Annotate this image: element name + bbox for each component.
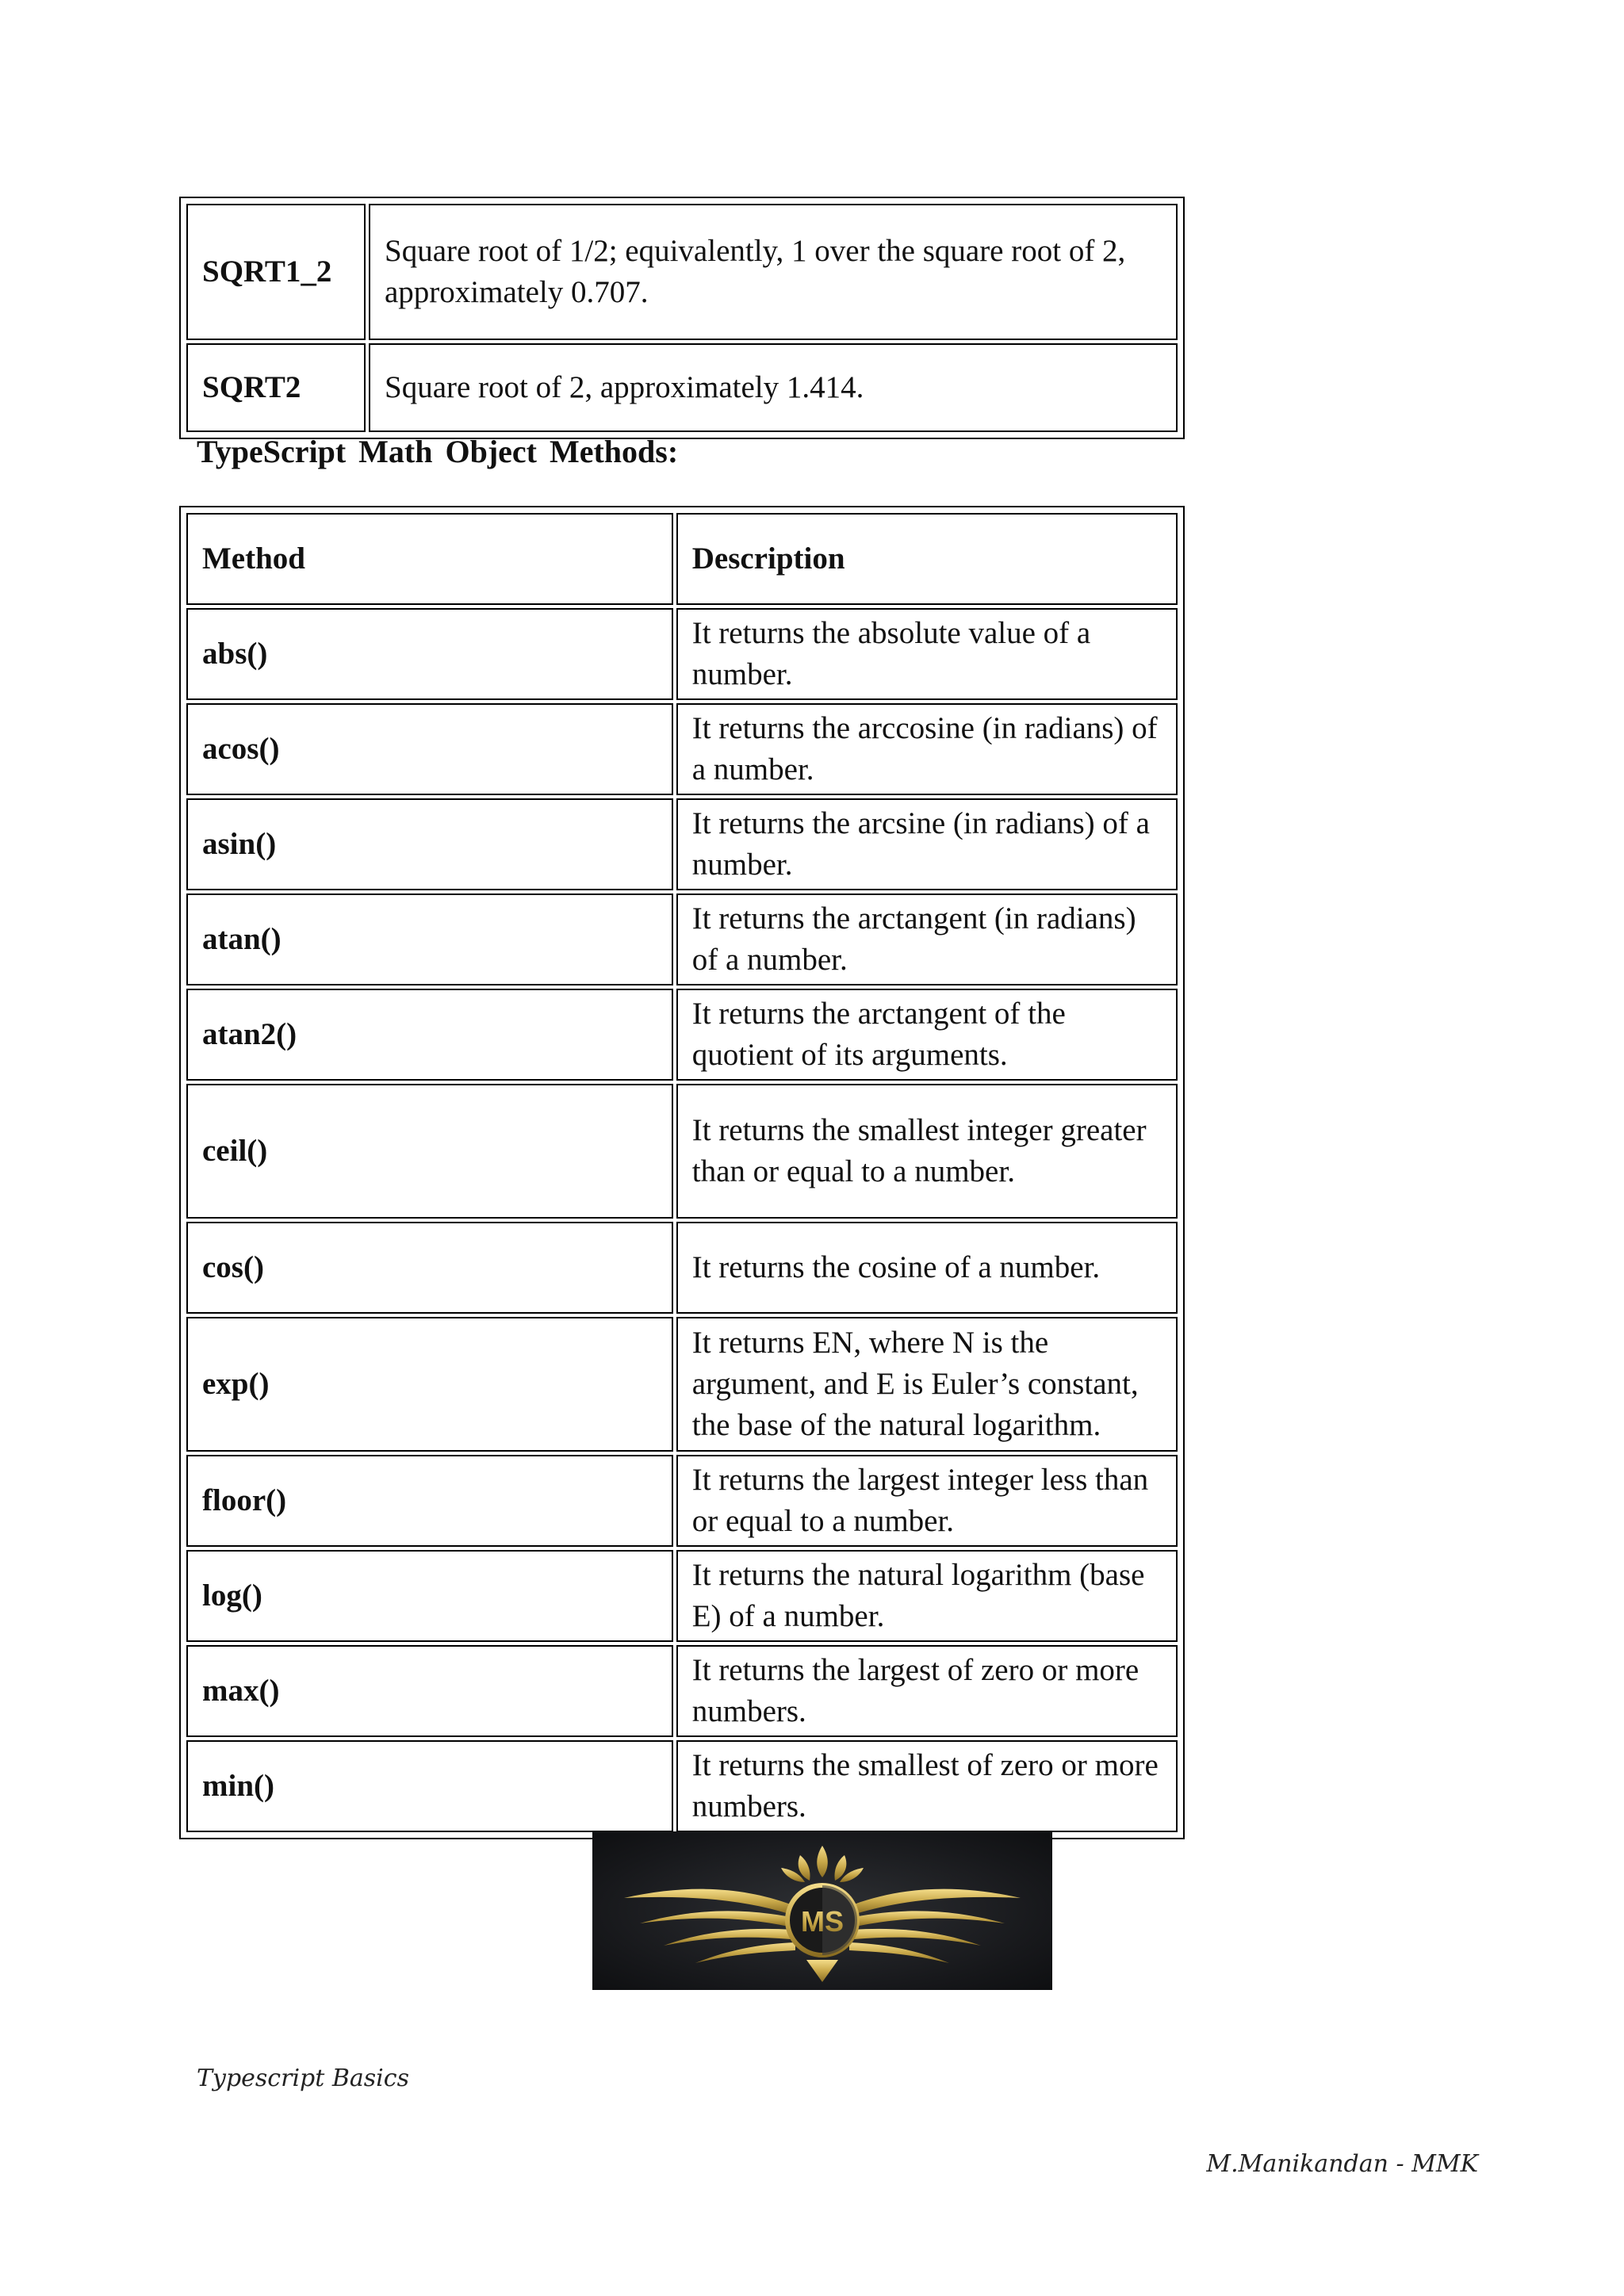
table-row (186, 204, 1178, 340)
table-row (186, 1645, 1178, 1737)
method-name: min() (186, 1740, 673, 1832)
constant-description: Square root of 1/2; equivalently, 1 over the square root of 2, approximately 0.707. (369, 204, 1178, 340)
footer-author: M.Manikandan - MMK (1206, 2150, 1478, 2178)
column-header-description: Description (676, 513, 1178, 605)
table-row (186, 1550, 1178, 1642)
method-description: It returns the smallest of zero or more numbers. (676, 1740, 1178, 1832)
table-row (186, 989, 1178, 1081)
table-row (186, 798, 1178, 890)
method-description: It returns the arctangent of the quotient of its arguments. (676, 989, 1178, 1081)
logo-graphic (592, 1831, 1052, 1990)
method-name: abs() (186, 608, 673, 700)
method-description: It returns the arcsine (in radians) of a number. (676, 798, 1178, 890)
method-description: It returns the smallest integer greater than or equal to a number. (676, 1084, 1178, 1219)
method-name: acos() (186, 703, 673, 795)
constant-description: Square root of 2, approximately 1.414. (369, 343, 1178, 432)
table-row (186, 1455, 1178, 1547)
method-name: ceil() (186, 1084, 673, 1219)
winged-emblem-logo (592, 1831, 1052, 1990)
section-heading: TypeScript Math Object Methods: (197, 434, 679, 469)
footer-title: Typescript Basics (197, 2064, 409, 2092)
method-name: cos() (186, 1222, 673, 1314)
table-row (186, 1317, 1178, 1452)
table-row (186, 703, 1178, 795)
table-row (186, 1740, 1178, 1832)
method-name: atan() (186, 894, 673, 985)
table-row (186, 1222, 1178, 1314)
logo-monogram: MS (801, 1905, 844, 1938)
method-name: atan2() (186, 989, 673, 1081)
method-description: It returns the cosine of a number. (676, 1222, 1178, 1314)
method-name: exp() (186, 1317, 673, 1452)
method-description: It returns the arctangent (in radians) of a number. (676, 894, 1178, 985)
method-description: It returns EN, where N is the argument, and E is Euler’s constant, the base of the natural logarithm. (676, 1317, 1178, 1452)
method-description: It returns the absolute value of a number. (676, 608, 1178, 700)
methods-table (179, 506, 1185, 1839)
method-description: It returns the arccosine (in radians) of a number. (676, 703, 1178, 795)
method-description: It returns the largest integer less than or equal to a number. (676, 1455, 1178, 1547)
method-name: asin() (186, 798, 673, 890)
table-row (186, 894, 1178, 985)
table-row (186, 343, 1178, 432)
method-name: floor() (186, 1455, 673, 1547)
method-description: It returns the largest of zero or more numbers. (676, 1645, 1178, 1737)
column-header-method: Method (186, 513, 673, 605)
method-description: It returns the natural logarithm (base E) of a number. (676, 1550, 1178, 1642)
constants-table (179, 197, 1185, 439)
method-name: max() (186, 1645, 673, 1737)
constant-name: SQRT1_2 (186, 204, 366, 340)
table-header-row (186, 513, 1178, 605)
table-row (186, 1084, 1178, 1219)
constant-name: SQRT2 (186, 343, 366, 432)
table-row (186, 608, 1178, 700)
method-name: log() (186, 1550, 673, 1642)
